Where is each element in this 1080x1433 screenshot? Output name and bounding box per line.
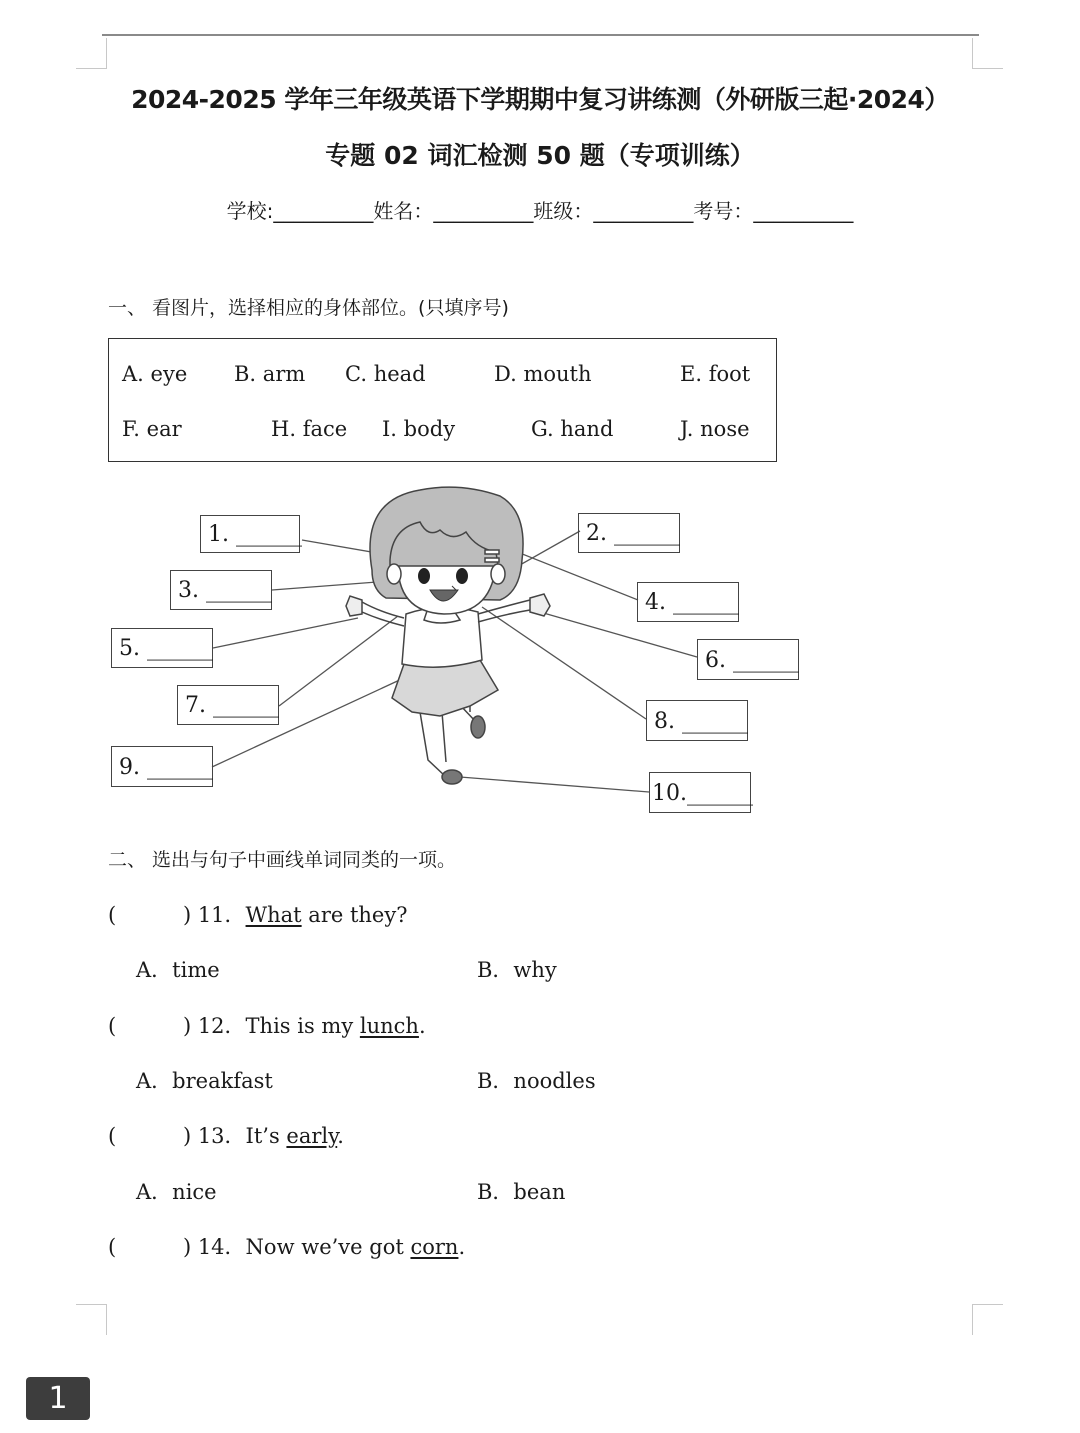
option-13-a: A．nice — [136, 1180, 217, 1204]
word-option: E. foot — [680, 362, 751, 386]
question-13: ( ) 13．It’s early. — [108, 1124, 344, 1148]
answer-label-2: 2. ______ — [578, 513, 680, 553]
question-14: ( ) 14．Now we’ve got corn. — [108, 1235, 466, 1259]
crop-mark — [972, 38, 1003, 69]
crop-mark — [76, 38, 107, 69]
word-option: F. ear — [122, 417, 182, 441]
answer-label-1: 1. ______ — [200, 515, 300, 553]
answer-label-3: 3. ______ — [170, 570, 272, 610]
word-bank-box — [108, 338, 777, 462]
word-option: I. body — [382, 417, 456, 441]
underlined-word: early — [286, 1124, 338, 1148]
option-13-b: B．bean — [477, 1180, 566, 1204]
student-info-line: 学校:__________姓名：__________班级：__________考号：__________ — [226, 199, 854, 223]
answer-label-9: 9. ______ — [111, 746, 213, 787]
option-11-b: B．why — [477, 958, 557, 982]
word-option: A. eye — [122, 362, 188, 386]
word-option: J. nose — [680, 417, 750, 441]
top-rule — [102, 34, 979, 36]
section2-heading: 二、 选出与句子中画线单词同类的一项。 — [108, 849, 457, 871]
underlined-word: lunch — [359, 1014, 419, 1038]
answer-label-4: 4. ______ — [637, 582, 739, 622]
page-number-badge[interactable]: 1 — [26, 1377, 90, 1420]
question-12: ( ) 12．This is my lunch. — [108, 1014, 426, 1038]
document-subtitle: 专题 02 词汇检测 50 题（专项训练） — [325, 141, 755, 170]
answer-label-6: 6. ______ — [697, 639, 799, 680]
answer-label-8: 8. ______ — [646, 700, 748, 741]
crop-mark — [972, 1304, 1003, 1335]
underlined-word: corn — [410, 1235, 459, 1259]
crop-mark — [76, 1304, 107, 1335]
answer-label-5: 5. ______ — [111, 628, 213, 668]
answer-label-10: 10.______ — [649, 772, 751, 813]
word-option: B. arm — [234, 362, 306, 386]
word-option: G. hand — [531, 417, 614, 441]
section1-heading: 一、 看图片，选择相应的身体部位。(只填序号) — [108, 297, 509, 319]
word-option: C. head — [345, 362, 426, 386]
word-option: H. face — [271, 417, 348, 441]
question-11: ( ) 11．What are they? — [108, 903, 408, 927]
option-12-a: A．breakfast — [136, 1069, 273, 1093]
document-title: 2024-2025 学年三年级英语下学期期中复习讲练测（外研版三起·2024） — [131, 85, 949, 114]
option-11-a: A．time — [136, 958, 220, 982]
word-option: D. mouth — [494, 362, 592, 386]
option-12-b: B．noodles — [477, 1069, 596, 1093]
underlined-word: What — [245, 903, 302, 927]
answer-label-7: 7. ______ — [177, 685, 279, 725]
